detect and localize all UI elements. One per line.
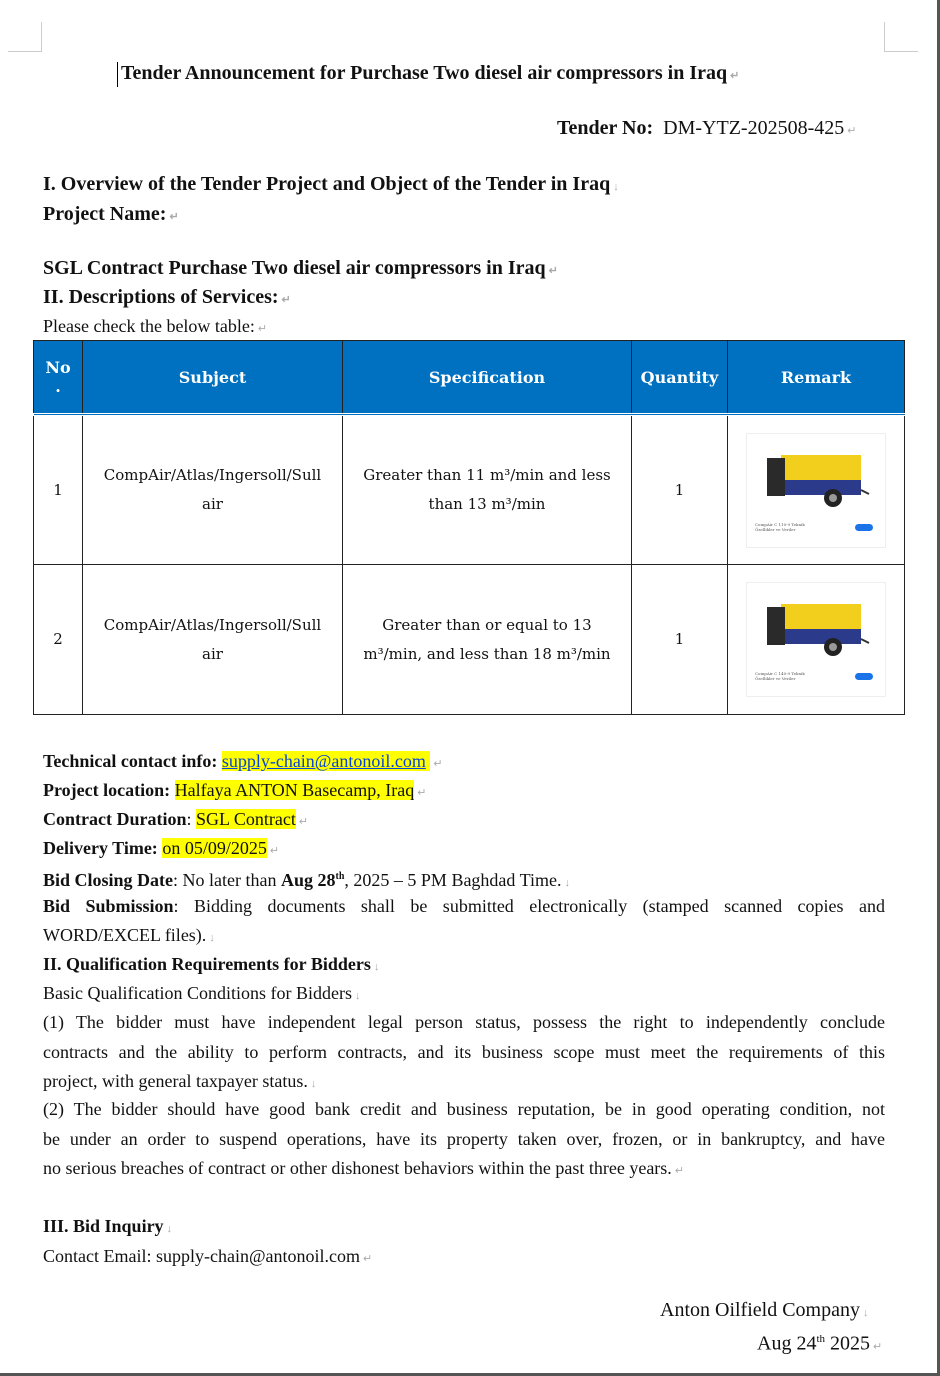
- project-name: SGL Contract Purchase Two diesel air compressors in Iraq ↵: [43, 257, 558, 279]
- project-name-label: Project Name: ↵: [43, 203, 179, 225]
- header-subject: Subject: [83, 341, 343, 415]
- inquiry-title: III. Bid Inquiry ↓: [43, 1216, 173, 1236]
- table-row: [34, 565, 905, 715]
- company-name: Anton Oilfield Company ↓: [660, 1299, 869, 1321]
- qualification-title: II. Qualification Requirements for Bidders ↓: [43, 954, 380, 974]
- contract-duration: Contract Duration: SGL Contract ↵: [43, 809, 309, 829]
- project-location: Project location: Halfaya ANTON Basecamp, Iraq ↵: [43, 780, 427, 800]
- services-table: [33, 340, 905, 715]
- tender-no: Tender No: DM-YTZ-202508-425 ↵: [557, 117, 857, 139]
- section-services: II. Descriptions of Services: ↵: [43, 286, 291, 308]
- qualification-2: be under an order to suspend operations, have its property taken over, frozen, or in bankruptcy, and have: [43, 1129, 885, 1149]
- table-row: [34, 415, 905, 565]
- table-header-row: [34, 341, 905, 415]
- cell-remark: [728, 565, 905, 715]
- cell-no: 1: [34, 415, 83, 565]
- check-table-text: Please check the below table: ↵: [43, 316, 268, 336]
- bid-submission-cont: WORD/EXCEL files). ↓: [43, 925, 215, 945]
- image-caption: CompAir C 140-9 Teknik Özellikler ve Veriler: [755, 671, 805, 681]
- header-no: No .: [34, 341, 83, 415]
- cell-qty: 1: [632, 565, 728, 715]
- cell-spec: Greater than or equal to 13 m³/min, and less than 18 m³/min: [343, 565, 632, 715]
- header-quantity: Quantity: [632, 341, 728, 415]
- qualification-1: project, with general taxpayer status. ↓: [43, 1071, 317, 1091]
- qualification-1: contracts and the ability to perform contracts, and its business scope must meet the requirements of this: [43, 1042, 885, 1062]
- cell-spec: Greater than 11 m³/min and less than 13 m³/min: [343, 415, 632, 565]
- contact-email-link[interactable]: supply-chain@antonoil.com: [221, 751, 426, 771]
- sign-date: Aug 24th 2025 ↵: [757, 1332, 883, 1355]
- delivery-time: Delivery Time: on 05/09/2025 ↵: [43, 838, 280, 858]
- header-specification: Specification: [343, 341, 632, 415]
- qualification-2: no serious breaches of contract or other dishonest behaviors within the past three years. ↵: [43, 1158, 685, 1178]
- contact-info: Technical contact info: supply-chain@antonoil.com ↵: [43, 751, 443, 771]
- margin-mark: [8, 22, 42, 52]
- cell-qty: 1: [632, 415, 728, 565]
- compressor-image: [746, 433, 886, 548]
- image-caption: CompAir C 110-9 Teknik Özellikler ve Veriler: [755, 521, 805, 532]
- qualification-subtitle: Basic Qualification Conditions for Bidders ↓: [43, 983, 361, 1003]
- margin-mark: [884, 22, 918, 52]
- inquiry-email: Contact Email: supply-chain@antonoil.com ↵: [43, 1246, 373, 1266]
- doc-title: Tender Announcement for Purchase Two diesel air compressors in Iraq ↵: [117, 62, 739, 87]
- cell-remark: [728, 415, 905, 565]
- qualification-1: (1) The bidder must have independent legal person status, possess the right to independently conclude: [43, 1012, 885, 1032]
- compressor-image: [746, 582, 886, 697]
- bid-closing: Bid Closing Date: No later than Aug 28th, 2025 – 5 PM Baghdad Time. ↓: [43, 870, 570, 890]
- cell-no: 2: [34, 565, 83, 715]
- qualification-2: (2) The bidder should have good bank credit and business reputation, be in good operating condition, not: [43, 1099, 885, 1119]
- cell-subject: CompAir/Atlas/Ingersoll/Sull air: [83, 415, 343, 565]
- header-remark: Remark: [728, 341, 905, 415]
- section-overview: I. Overview of the Tender Project and Object of the Tender in Iraq ↓: [43, 173, 619, 195]
- cell-subject: CompAir/Atlas/Ingersoll/Sull air: [83, 565, 343, 715]
- bid-submission: Bid Submission: Bidding documents shall be submitted electronically (stamped scanned copies and: [43, 896, 885, 916]
